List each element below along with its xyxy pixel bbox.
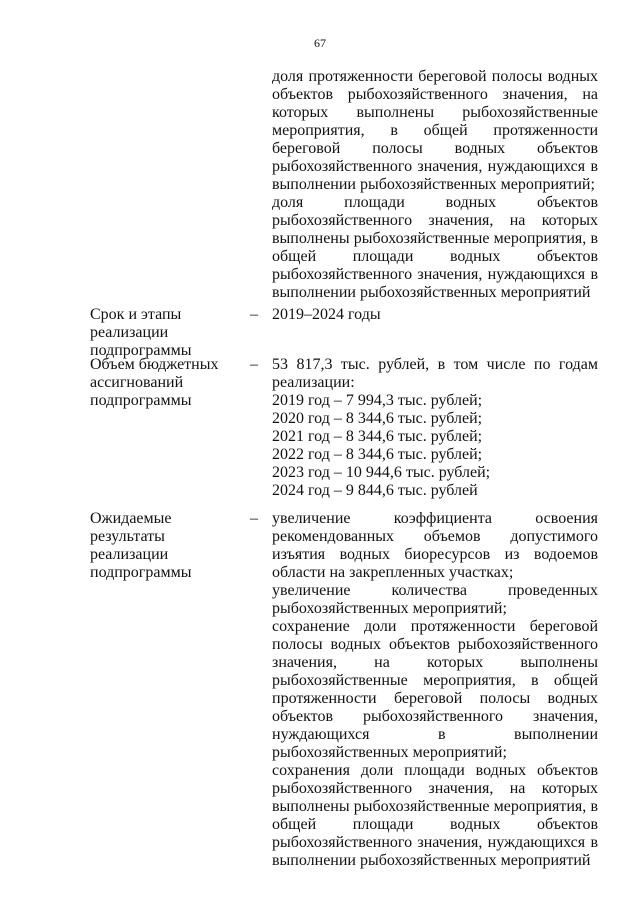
budget-dash: –: [250, 356, 258, 373]
results-dash: –: [250, 510, 258, 527]
budget-year-2024: 2024 год – 9 844,6 тыс. рублей: [272, 482, 478, 499]
result-item-shoreline: сохранение доли протяженности береговой полосы водных объектов рыбохозяйственного значения, на которых выполнены рыбохозяйственные мероприятия, в общей протяженности береговой полосы водных объектов рыбохозяйственного значения, нуждающихся в выполнении рыбохозяйственных мероприятий;: [272, 618, 598, 761]
budget-year-2021: 2021 год – 8 344,6 тыс. рублей;: [272, 428, 483, 445]
budget-label: Объем бюджетных ассигнований подпрограммы: [90, 356, 219, 409]
result-item-count: увеличение количества проведенных рыбохозяйственных мероприятий;: [272, 582, 598, 617]
term-label: Срок и этапы реализации подпрограммы: [90, 306, 192, 359]
result-item-coefficient: увеличение коэффициента освоения рекомендованных объемов допустимого изъятия водных биоресурсов из водоемов области на закрепленных участках;: [272, 510, 598, 581]
indicators-continuation: [272, 68, 598, 302]
results-value: [272, 510, 598, 870]
results-label: Ожидаемые результаты реализации подпрограммы: [90, 510, 192, 581]
indicator-area: доля площади водных объектов рыбохозяйственного значения, на которых выполнены рыбохозяйственные мероприятия, в общей площади водных объектов рыбохозяйственного значения, нуждающихся в выполнении рыбохозяйственных мероприятий: [272, 194, 598, 301]
budget-year-2019: 2019 год – 7 994,3 тыс. рублей;: [272, 392, 483, 409]
budget-value: [272, 356, 598, 500]
budget-intro: 53 817,3 тыс. рублей, в том числе по годам реализации:: [272, 356, 598, 391]
budget-year-2022: 2022 год – 8 344,6 тыс. рублей;: [272, 446, 483, 463]
budget-years-list: [272, 392, 598, 500]
term-value: 2019–2024 годы: [272, 306, 381, 323]
budget-year-2020: 2020 год – 8 344,6 тыс. рублей;: [272, 410, 483, 427]
indicator-shoreline: доля протяженности береговой полосы водных объектов рыбохозяйственного значения, на которых выполнены рыбохозяйственные мероприятия, в общей протяженности береговой полосы водных объектов рыбохозяйственного значения, нуждающихся в выполнении рыбохозяйственных мероприятий;: [272, 68, 598, 193]
term-dash: –: [250, 306, 258, 323]
result-item-area: сохранения доли площади водных объектов рыбохозяйственного значения, на которых выполнены рыбохозяйственные мероприятия, в общей площади водных объектов рыбохозяйственного значения, нуждающихся в выполнении рыбохозяйственных мероприятий: [272, 762, 598, 869]
budget-year-2023: 2023 год – 10 944,6 тыс. рублей;: [272, 464, 491, 481]
page-number: 67: [314, 36, 326, 50]
